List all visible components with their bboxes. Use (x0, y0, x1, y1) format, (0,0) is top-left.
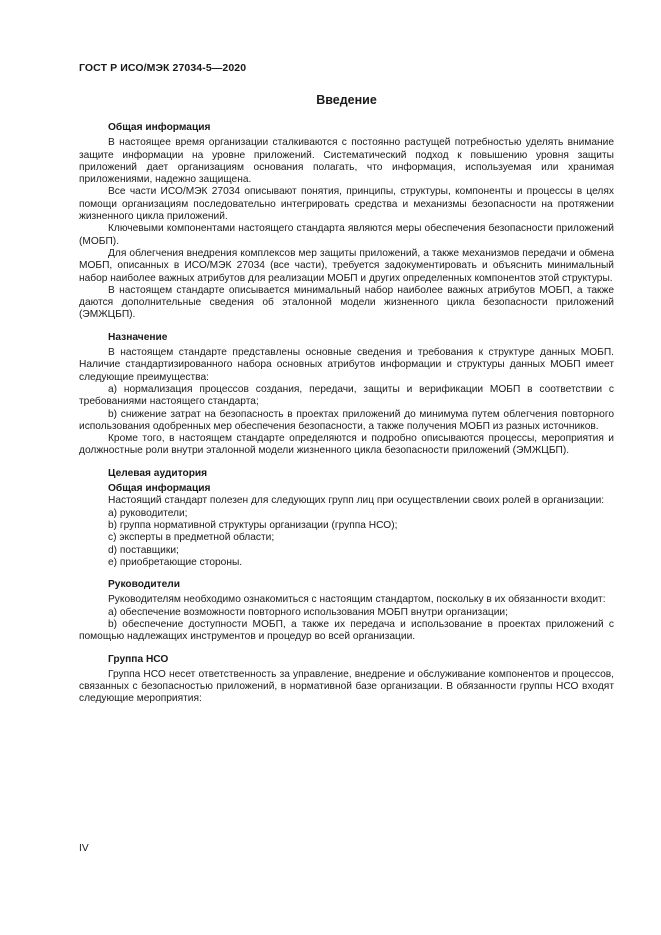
section-heading-audience: Целевая аудитория (108, 467, 208, 479)
section-heading-purpose: Назначение (108, 331, 168, 343)
paragraph: Ключевыми компонентами настоящего стандарта являются меры обеспечения безопасности приложений (МОБП). (79, 223, 614, 247)
paragraph: Настоящий стандарт полезен для следующих групп лиц при осуществлении своих ролей в организации: (108, 495, 605, 507)
list-item: b) снижение затрат на безопасность в проектах приложений до минимума путем облегчения повторного использования одобренных мер обеспечения безопасности, а также получения МОБП из разных источников. (79, 408, 614, 432)
list-item: a) руководители; (108, 507, 188, 519)
section-heading-managers: Руководители (108, 579, 180, 591)
section-heading-general: Общая информация (108, 122, 211, 133)
list-item: b) группа нормативной структуры организации (группа НСО); (108, 519, 398, 531)
paragraph: Руководителям необходимо ознакомиться с настоящим стандартом, поскольку в их обязанности входит: (108, 594, 606, 606)
paragraph: В настоящее время организации сталкиваются с постоянно растущей потребностью уделять внимание защите информации на уровне приложений. Систематический подход к повышению уровня защиты приложений дает организациям основания полагать, что информация, используемая или хранимая приложениями, надежно защищена. (79, 137, 614, 186)
page-number: IV (79, 843, 89, 854)
paragraph: В настоящем стандарте представлены основные сведения и требования к структуре данных МОБП. Наличие стандартизированного набора основных атрибутов информации и структуры данных МОБП имеет следующие преимущества: (79, 347, 614, 383)
subsection-heading-general: Общая информация (108, 483, 211, 495)
page-content (79, 93, 614, 706)
list-item: а) нормализация процессов создания, передачи, защиты и верификации МОБП в соответствии с требованиями настоящего стандарта; (79, 383, 614, 408)
list-item: d) поставщики; (108, 544, 179, 556)
paragraph: Для облегчения внедрения комплексов мер защиты приложений, а также механизмов передачи и обмена МОБП, описанных в ИСО/МЭК 27034 (все части), требуется задокументировать и объяснить минимальный набор наиболее важных атрибутов для реализации МОБП и других определенных компонентов этой структуры. (79, 247, 614, 284)
list-item: c) эксперты в предметной области; (108, 532, 275, 544)
paragraph: Все части ИСО/МЭК 27034 описывают понятия, принципы, структуры, компоненты и процессы в целях помощи организациям последовательно интегрировать средства и механизмы безопасности на протяжении жизненного цикла приложений. (79, 186, 614, 223)
paragraph: Кроме того, в настоящем стандарте определяются и подробно описываются процессы, мероприятия и должностные роли внутри эталонной модели жизненного цикла безопасности приложений (ЭМЖЦБП). (79, 433, 614, 457)
list-item: e) приобретающие стороны. (108, 556, 243, 568)
document-header: ГОСТ Р ИСО/МЭК 27034-5—2020 (79, 62, 247, 74)
paragraph: В настоящем стандарте описывается минимальный набор наиболее важных атрибутов МОБП, а также даются дополнительные сведения об эталонной модели жизненного цикла безопасности приложений (ЭМЖЦБП). (79, 284, 614, 321)
section-heading-nso-group: Группа НСО (108, 653, 169, 665)
paragraph: Группа НСО несет ответственность за управление, внедрение и обслуживание компонентов и процессов, связанных с безопасностью приложений, в нормативной базе организации. В обязанности группы НСО входят следующие мероприятия: (79, 668, 614, 705)
list-item: b) обеспечение доступности МОБП, а также их передача и использование в проектах приложений с помощью надлежащих инструментов и процедур во всей организации. (79, 618, 614, 643)
list-item: a) обеспечение возможности повторного использования МОБП внутри организации; (108, 606, 508, 618)
page-title: Введение (316, 93, 377, 107)
